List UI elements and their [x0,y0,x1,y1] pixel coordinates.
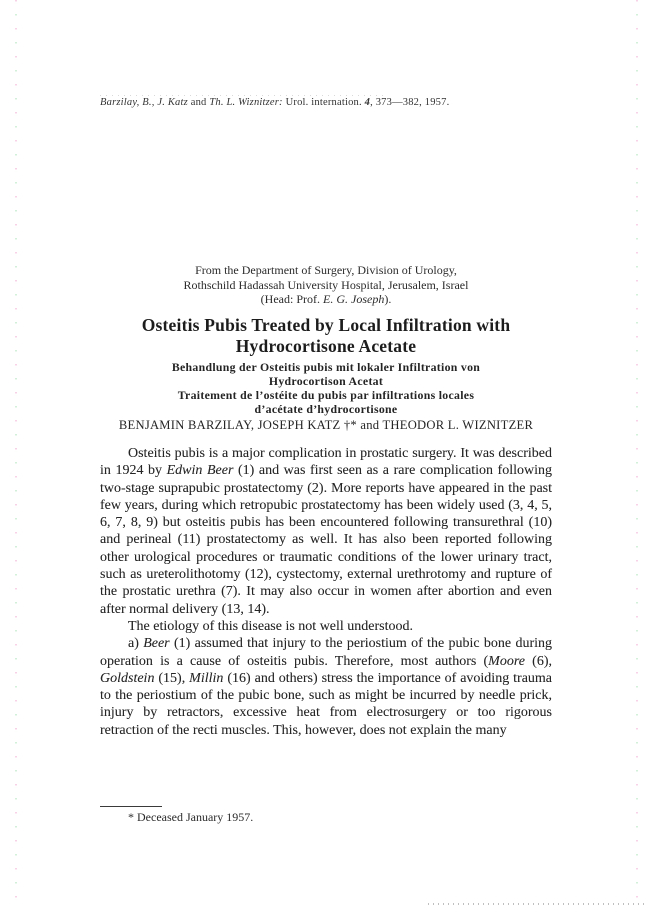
article-title [70,315,582,356]
subtitle-german-line-2: Hydrocortison Acetat [268,373,384,388]
article-title-line-1: Osteitis Pubis Treated by Local Infiltration with [141,315,511,335]
affiliation-line-1: From the Department of Surgery, Division of Urology, [195,263,457,277]
affiliation-head-prefix: (Head: Prof. [260,292,323,306]
body-text-italic-segment: Edwin Beer [166,463,234,479]
affiliation-line-3 [100,292,552,307]
citation-line [100,97,560,108]
footnote: * Deceased January 1957. [128,810,254,824]
citation-and: and [187,97,210,108]
affiliation-head-suffix: ). [384,292,392,306]
affiliation-line-2: Rothschild Hadassah University Hospital, Jerusalem, Israel [183,277,469,292]
affiliation-head-name: E. G. Joseph [323,292,385,306]
citation-authors-1: Barzilay, B., J. Katz [100,97,188,108]
body-text-segment: (1) assumed that injury to the periostium of the pubic bone during operation is a cause of osteitis pubis. Therefore, most authors ( [100,636,552,669]
scan-artifact-top-dots [100,95,385,96]
body-text-segment: Osteitis pubis is a major complication in prostatic surgery. It was described in 1924 by [100,446,552,479]
affiliation-block [100,263,552,307]
subtitle-german [100,361,552,388]
body-text-segment: The etiology of this disease is not well understood. [128,618,414,634]
footnote-separator [100,806,162,807]
subtitle-french-line-2: d’acétate d’hydrocortisone [254,401,398,416]
body-text-segment: (16) and others) stress the importance of avoiding trauma to the periostium of the pubic bone, such as might be incurred by needle prick, injury by retractors, excessive heat from electrosurgery or too rigorous retraction of the recti muscles. This, however, does not explain the many [100,670,553,738]
citation-pages: , 373—382, 1957. [370,97,450,108]
scan-artifact-left-edge [15,0,17,909]
article-title-line-2: Hydrocortisone Acetate [235,335,417,356]
body-text-segment: (1) and was first seen as a rare complication following two-stage suprapubic prostatectomy (2). More reports have appeared in the past few years, during which retropubic prostatectomy has been widely used (3, 4, 5, 6, 7, 8, 9) but osteitis pubis has been encountered following transurethral (10) and perineal (11) prostatectomy as well. It has also been reported following other urological procedures or traumatic conditions of the lower urinary tract, such as ureterolithotomy (12), cystectomy, external urethrotomy and rupture of the prostatic urethra (7). It may also occur in women after abortion and even after normal delivery (13, 14). [100,463,552,617]
body-text-italic-segment: Moore [488,653,525,669]
subtitle-french-line-1: Traitement de l’ostéite du pubis par infiltrations locales [177,388,475,402]
citation-journal: Urol. internation. [282,97,365,108]
body-text-segment: a) [128,636,144,652]
body-text-italic-segment: Millin [189,670,224,686]
body-text-italic-segment: Beer [143,636,170,652]
body-text-segment: (6), [524,653,552,669]
authors-line: BENJAMIN BARZILAY, JOSEPH KATZ †* and THEODOR L. WIZNITZER [118,418,534,432]
scan-artifact-bottom-dots [428,903,645,905]
subtitle-german-line-1: Behandlung der Osteitis pubis mit lokaler Infiltration von [171,360,481,374]
article-body [100,445,552,739]
scan-artifact-right-edge [636,0,638,909]
body-text-segment: (15), [154,670,190,686]
body-paragraph [100,445,552,618]
body-text-italic-segment: Goldstein [100,670,155,686]
citation-volume: 4 [364,97,371,108]
citation-authors-2: Th. L. Wiznitzer: [209,97,283,108]
subtitle-french [100,389,552,416]
body-paragraph [100,618,552,635]
body-paragraph [100,635,552,739]
